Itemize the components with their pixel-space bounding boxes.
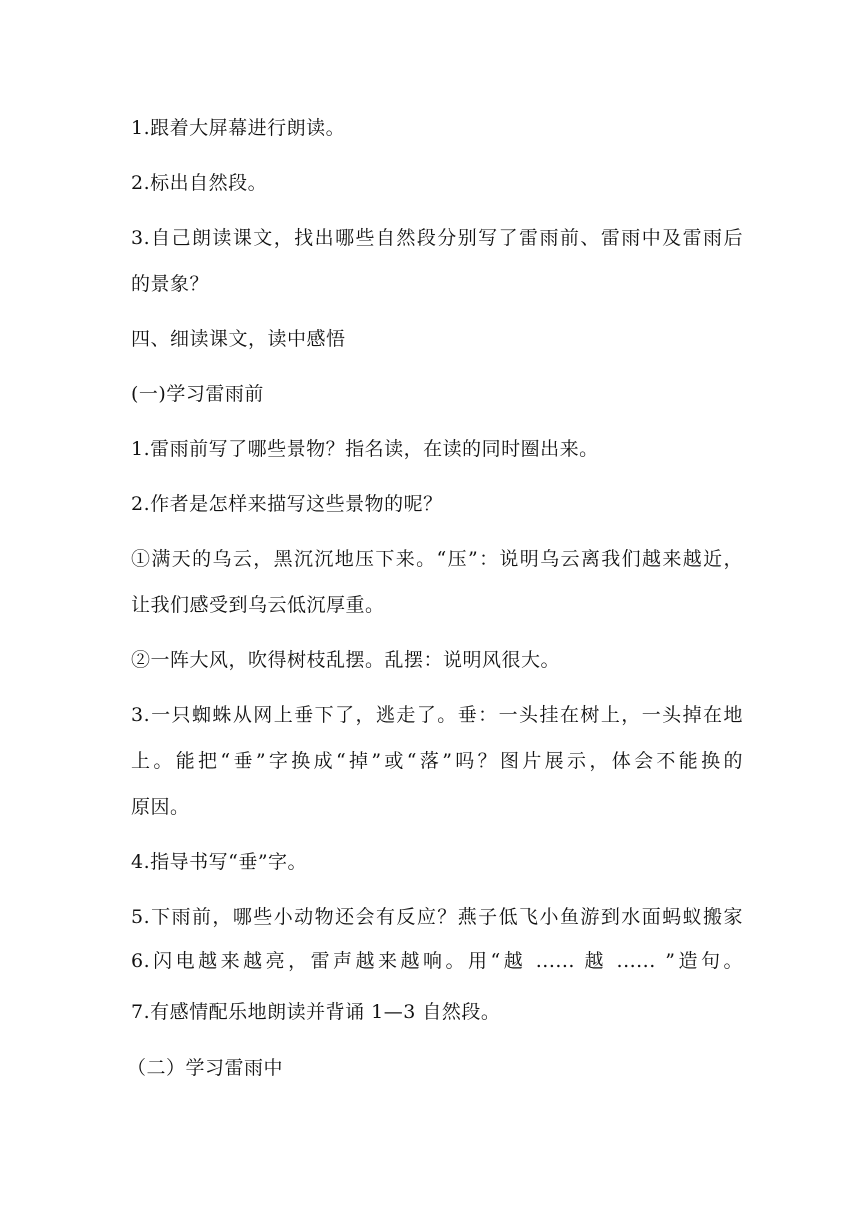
text-line: 3.一只蜘蛛从网上垂下了，逃走了。垂：一头挂在树上，一头掉在地 (131, 704, 743, 726)
text-line: 2.作者是怎样来描写这些景物的呢？ (131, 493, 443, 515)
text-line: 1.雷雨前写了哪些景物？指名读，在读的同时圈出来。 (131, 438, 599, 460)
text-line: 7.有感情配乐地朗读并背诵 1—3 自然段。 (131, 1001, 501, 1023)
text-line: 5.下雨前，哪些小动物还会有反应？燕子低飞小鱼游到水面蚂蚁搬家 (131, 906, 743, 928)
subsection-heading: (一)学习雷雨前 (131, 383, 264, 405)
text-line: 2.标出自然段。 (131, 172, 268, 194)
text-line: 1.跟着大屏幕进行朗读。 (131, 117, 346, 139)
text-line: 的景象？ (131, 273, 210, 295)
text-line: 原因。 (131, 796, 190, 818)
text-line: ②一阵大风，吹得树枝乱摆。乱摆：说明风很大。 (131, 649, 561, 671)
text-line: 上。能把“垂”字换成“掉”或“落”吗？图片展示，体会不能换的 (131, 750, 743, 772)
text-line: 4.指导书写“垂”字。 (131, 851, 308, 873)
text-line: 6.闪电越来越亮，雷声越来越响。用“越 ...... 越 ...... ”造句。 (131, 950, 743, 972)
subsection-heading: （二）学习雷雨中 (127, 1057, 284, 1079)
text-line: ①满天的乌云，黑沉沉地压下来。“压”：说明乌云离我们越来越近， (131, 548, 743, 570)
text-line: 让我们感受到乌云低沉厚重。 (131, 594, 385, 616)
section-heading: 四、细读课文，读中感悟 (131, 328, 346, 350)
text-line: 3.自己朗读课文，找出哪些自然段分别写了雷雨前、雷雨中及雷雨后 (131, 227, 743, 249)
